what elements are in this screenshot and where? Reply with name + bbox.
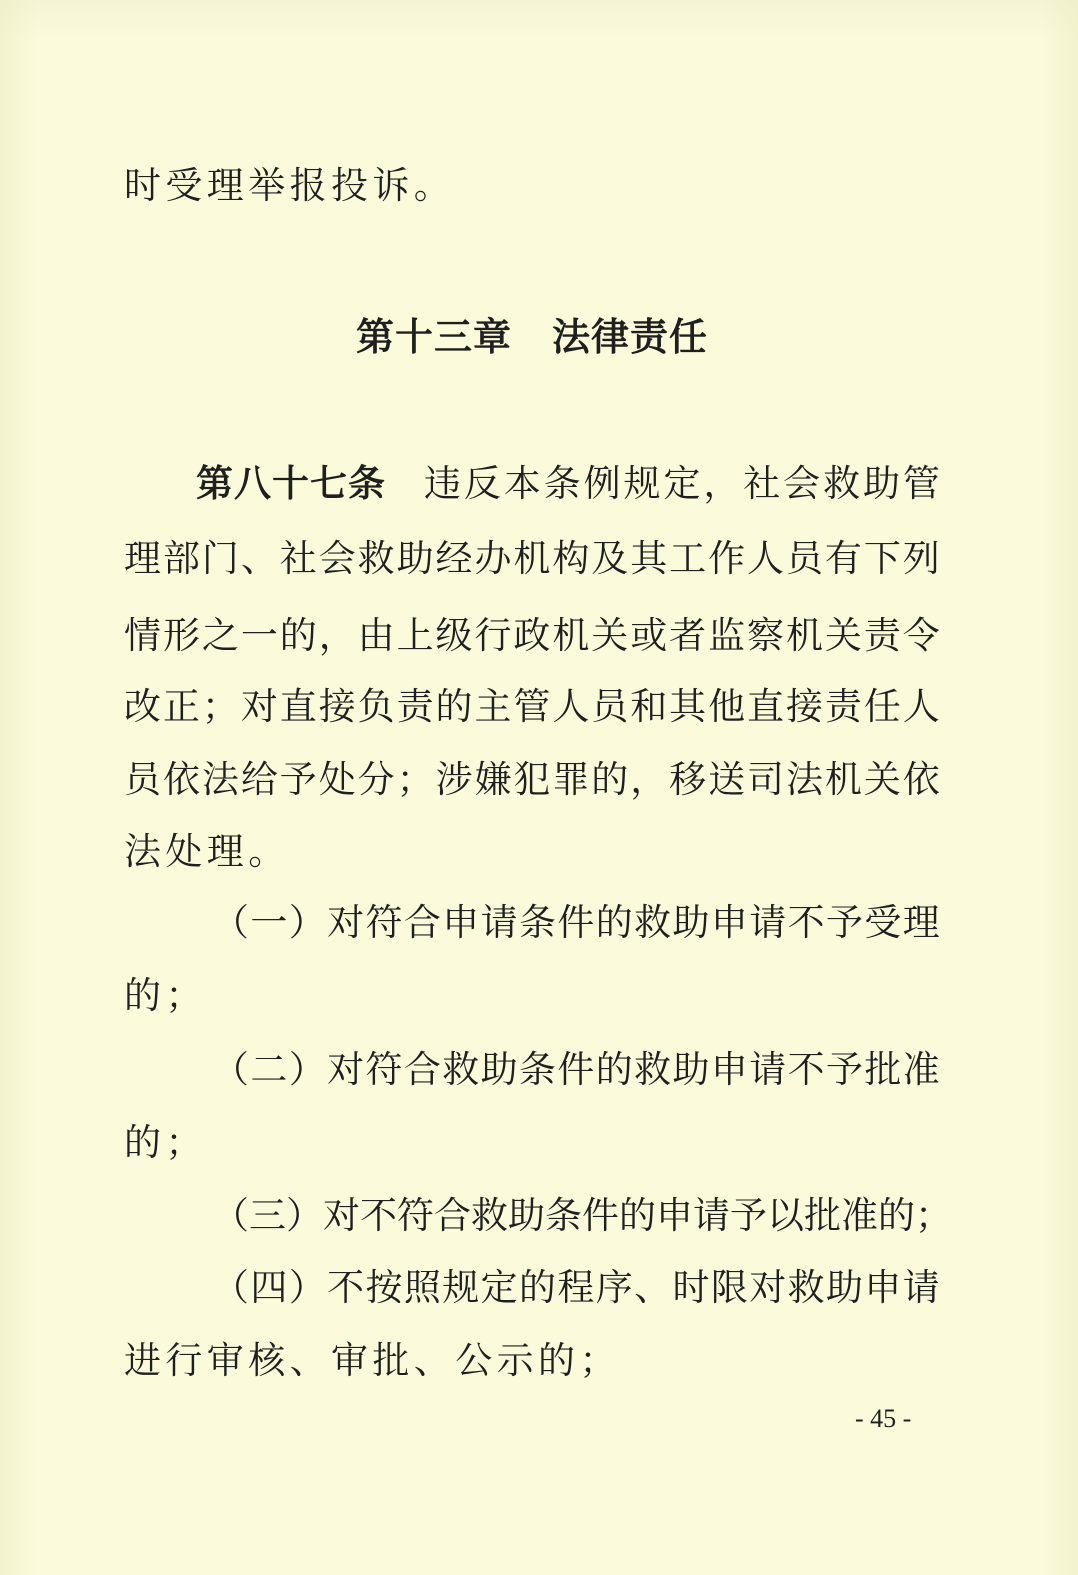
text-glyph: 由 xyxy=(357,614,395,657)
text-glyph: ； xyxy=(201,685,239,728)
text-glyph: 社 xyxy=(743,462,781,505)
text-glyph: 以 xyxy=(767,1194,804,1237)
text-glyph: 序 xyxy=(595,1266,633,1309)
text-glyph: 程 xyxy=(557,1266,595,1309)
text-glyph: 正 xyxy=(162,685,200,728)
text-glyph: 件 xyxy=(582,1194,619,1237)
text-glyph: （ xyxy=(212,1048,249,1091)
text-glyph: 察 xyxy=(747,614,784,657)
text-glyph: 予 xyxy=(826,901,863,944)
text-glyph: 符 xyxy=(365,1048,403,1091)
text-glyph: 准 xyxy=(841,1194,878,1237)
article-label: 第八十七条 xyxy=(196,462,386,505)
chapter-heading xyxy=(356,314,708,360)
text-glyph: 件 xyxy=(557,901,595,944)
list-item-line: 的； xyxy=(124,974,207,1017)
text-glyph: 请 xyxy=(902,1266,940,1309)
text-glyph: 不 xyxy=(360,1194,397,1237)
text-glyph: 理 xyxy=(902,901,940,944)
text-glyph: 罪 xyxy=(552,758,590,801)
list-item-line: 的； xyxy=(124,1121,207,1164)
text-glyph: 办 xyxy=(474,537,512,580)
text-glyph: 请 xyxy=(749,1048,787,1091)
text-glyph: 的 xyxy=(619,1194,656,1237)
text-glyph: 对 xyxy=(240,685,278,728)
text-glyph: 定 xyxy=(480,1266,518,1309)
text-glyph: 批 xyxy=(804,1194,841,1237)
text-glyph: 关 xyxy=(824,614,862,657)
text-glyph: 机 xyxy=(785,614,823,657)
text-glyph: 助 xyxy=(508,1194,545,1237)
text-glyph: 监 xyxy=(708,614,746,657)
text-glyph: 申 xyxy=(710,1048,748,1091)
text-glyph: 救 xyxy=(471,1194,508,1237)
text-glyph: 行 xyxy=(474,614,512,657)
text-glyph: 助 xyxy=(672,1048,710,1091)
text-glyph: 改 xyxy=(124,685,161,728)
chapter-number: 第十三章 xyxy=(356,315,513,359)
text-glyph: 本 xyxy=(503,462,541,505)
text-glyph: 规 xyxy=(623,462,661,505)
text-glyph: （ xyxy=(212,1266,249,1309)
text-glyph: ） xyxy=(286,1194,323,1237)
text-glyph: 列 xyxy=(902,537,940,580)
article-text-line xyxy=(124,685,940,729)
text-glyph: 构 xyxy=(552,537,590,580)
text-glyph: 有 xyxy=(824,537,862,580)
text-glyph: 机 xyxy=(513,537,551,580)
text-glyph: 准 xyxy=(902,1048,940,1091)
text-glyph: 其 xyxy=(669,685,707,728)
text-glyph: 司 xyxy=(747,758,784,801)
text-glyph: 例 xyxy=(583,462,621,505)
list-item-line xyxy=(212,1048,940,1092)
text-glyph: 工 xyxy=(669,537,707,580)
text-glyph: 救 xyxy=(823,462,861,505)
text-glyph: 请 xyxy=(693,1194,730,1237)
text-glyph: 二 xyxy=(250,1048,288,1091)
text-glyph: 人 xyxy=(747,537,784,580)
text-glyph: 直 xyxy=(279,685,317,728)
text-glyph: 合 xyxy=(403,901,441,944)
text-glyph: 定 xyxy=(663,462,701,505)
text-glyph: 不 xyxy=(787,901,825,944)
text-glyph: 救 xyxy=(442,1048,480,1091)
text-glyph: 嫌 xyxy=(474,758,512,801)
text-glyph: 四 xyxy=(250,1266,288,1309)
text-glyph: 批 xyxy=(864,1048,902,1091)
text-glyph: 他 xyxy=(708,685,746,728)
text-glyph: 作 xyxy=(708,537,746,580)
text-glyph: 会 xyxy=(318,537,356,580)
text-glyph: 其 xyxy=(630,537,668,580)
text-glyph: 依 xyxy=(902,758,940,801)
text-glyph: 责 xyxy=(863,614,901,657)
text-glyph: 申 xyxy=(864,1266,902,1309)
text-glyph: 政 xyxy=(513,614,551,657)
text-glyph: 、 xyxy=(240,537,278,580)
text-glyph: 申 xyxy=(656,1194,693,1237)
text-glyph: 理 xyxy=(124,537,161,580)
text-glyph: 会 xyxy=(783,462,821,505)
text-glyph: （ xyxy=(212,1194,249,1237)
text-glyph: 员 xyxy=(124,758,161,801)
text-glyph: 法 xyxy=(201,758,239,801)
list-item-line xyxy=(212,901,940,945)
text-glyph: 合 xyxy=(403,1048,441,1091)
text-glyph: 予 xyxy=(279,758,317,801)
text-glyph: 犯 xyxy=(513,758,551,801)
text-glyph: 助 xyxy=(480,1048,518,1091)
text-glyph: 件 xyxy=(557,1048,595,1091)
text-glyph: 条 xyxy=(543,462,581,505)
text-glyph: 之 xyxy=(201,614,239,657)
text-glyph: 人 xyxy=(902,685,940,728)
text-glyph: 或 xyxy=(630,614,668,657)
text-glyph: 管 xyxy=(902,462,940,505)
text-glyph: 助 xyxy=(396,537,434,580)
text-glyph: 主 xyxy=(474,685,512,728)
text-glyph: 条 xyxy=(519,901,556,944)
text-glyph: 情 xyxy=(124,614,161,657)
text-glyph: 责 xyxy=(824,685,862,728)
text-glyph: 申 xyxy=(442,901,480,944)
page-number: - 45 - xyxy=(855,1404,912,1433)
text-glyph: 社 xyxy=(279,537,317,580)
text-glyph: 违 xyxy=(424,462,461,505)
text-glyph: 和 xyxy=(630,685,668,728)
text-glyph: 照 xyxy=(403,1266,441,1309)
text-glyph: 员 xyxy=(591,685,629,728)
text-glyph: 一 xyxy=(250,901,288,944)
text-glyph: 条 xyxy=(545,1194,582,1237)
text-glyph: 移 xyxy=(669,758,707,801)
text-glyph: 任 xyxy=(863,685,901,728)
text-glyph: 救 xyxy=(634,901,672,944)
text-glyph: 接 xyxy=(318,685,356,728)
text-glyph: 经 xyxy=(435,537,473,580)
text-glyph: 对 xyxy=(749,1266,787,1309)
list-item-line: 进行审核、审批、公示的； xyxy=(124,1339,621,1382)
text-glyph: 反 xyxy=(463,462,501,505)
text-glyph: 责 xyxy=(396,685,434,728)
text-glyph: 令 xyxy=(902,614,940,657)
text-glyph: ； xyxy=(396,758,434,801)
text-glyph: 的 xyxy=(435,685,473,728)
text-glyph: 的 xyxy=(595,901,633,944)
text-glyph: 一 xyxy=(240,614,278,657)
text-glyph: 级 xyxy=(435,614,473,657)
text-glyph: 门 xyxy=(201,537,239,580)
text-glyph: 合 xyxy=(434,1194,471,1237)
text-glyph: 救 xyxy=(787,1266,825,1309)
text-glyph: 救 xyxy=(634,1048,672,1091)
article-first-line xyxy=(196,462,940,506)
text-glyph: 请 xyxy=(480,901,518,944)
text-glyph: 形 xyxy=(162,614,200,657)
article-text-line xyxy=(424,462,940,506)
text-glyph: ， xyxy=(703,462,741,505)
text-glyph: ； xyxy=(915,1194,952,1237)
chapter-title: 法律责任 xyxy=(552,315,709,359)
text-glyph: 、 xyxy=(634,1266,672,1309)
text-glyph: 的 xyxy=(519,1266,556,1309)
text-glyph: 处 xyxy=(318,758,356,801)
text-glyph: ， xyxy=(318,614,356,657)
text-glyph: ） xyxy=(288,1266,326,1309)
text-glyph: 限 xyxy=(710,1266,748,1309)
text-glyph: 受 xyxy=(864,901,902,944)
text-glyph: 的 xyxy=(595,1048,633,1091)
text-glyph: 助 xyxy=(826,1266,863,1309)
text-glyph: （ xyxy=(212,901,249,944)
text-glyph: 负 xyxy=(357,685,395,728)
text-glyph: 规 xyxy=(442,1266,480,1309)
text-glyph: 法 xyxy=(785,758,823,801)
text-glyph: 人 xyxy=(552,685,590,728)
text-glyph: 分 xyxy=(357,758,395,801)
text-glyph: 机 xyxy=(552,614,590,657)
article-text-line xyxy=(124,758,940,802)
list-item-line xyxy=(212,1266,940,1310)
text-glyph: 给 xyxy=(240,758,278,801)
text-glyph: 对 xyxy=(327,1048,365,1091)
text-glyph: 符 xyxy=(397,1194,434,1237)
article-text-line xyxy=(124,614,940,658)
text-glyph: 符 xyxy=(365,901,403,944)
text-glyph: 不 xyxy=(327,1266,365,1309)
text-glyph: 不 xyxy=(787,1048,825,1091)
article-text-line xyxy=(124,537,940,581)
text-glyph: 者 xyxy=(669,614,707,657)
text-glyph: 的 xyxy=(591,758,629,801)
text-glyph: ） xyxy=(288,1048,326,1091)
text-glyph: 上 xyxy=(396,614,434,657)
text-glyph: 助 xyxy=(672,901,710,944)
text-glyph: 对 xyxy=(323,1194,360,1237)
text-glyph: 下 xyxy=(863,537,901,580)
text-glyph: 助 xyxy=(862,462,900,505)
text-glyph: 接 xyxy=(785,685,823,728)
text-glyph: 关 xyxy=(863,758,901,801)
text-glyph: 予 xyxy=(826,1048,863,1091)
list-item-line xyxy=(212,1194,952,1238)
article-text-line: 法处理。 xyxy=(124,830,290,873)
text-glyph: 救 xyxy=(357,537,395,580)
text-glyph: 直 xyxy=(747,685,784,728)
text-glyph: 员 xyxy=(785,537,823,580)
text-glyph: 涉 xyxy=(435,758,473,801)
text-glyph: 及 xyxy=(591,537,629,580)
text-glyph: 依 xyxy=(162,758,200,801)
text-glyph: 的 xyxy=(279,614,317,657)
text-glyph: 部 xyxy=(162,537,200,580)
paragraph-continuation: 时受理举报投诉。 xyxy=(124,164,456,207)
text-glyph: 的 xyxy=(878,1194,915,1237)
text-glyph: 时 xyxy=(672,1266,710,1309)
text-glyph: 按 xyxy=(365,1266,403,1309)
text-glyph: ） xyxy=(288,901,326,944)
text-glyph: 对 xyxy=(327,901,365,944)
text-glyph: 机 xyxy=(824,758,862,801)
text-glyph: 予 xyxy=(730,1194,767,1237)
text-glyph: 关 xyxy=(591,614,629,657)
text-glyph: 三 xyxy=(249,1194,286,1237)
text-glyph: 管 xyxy=(513,685,551,728)
text-glyph: 请 xyxy=(749,901,787,944)
text-glyph: 条 xyxy=(519,1048,556,1091)
text-glyph: 申 xyxy=(710,901,748,944)
text-glyph: 送 xyxy=(708,758,746,801)
text-glyph: ， xyxy=(630,758,668,801)
